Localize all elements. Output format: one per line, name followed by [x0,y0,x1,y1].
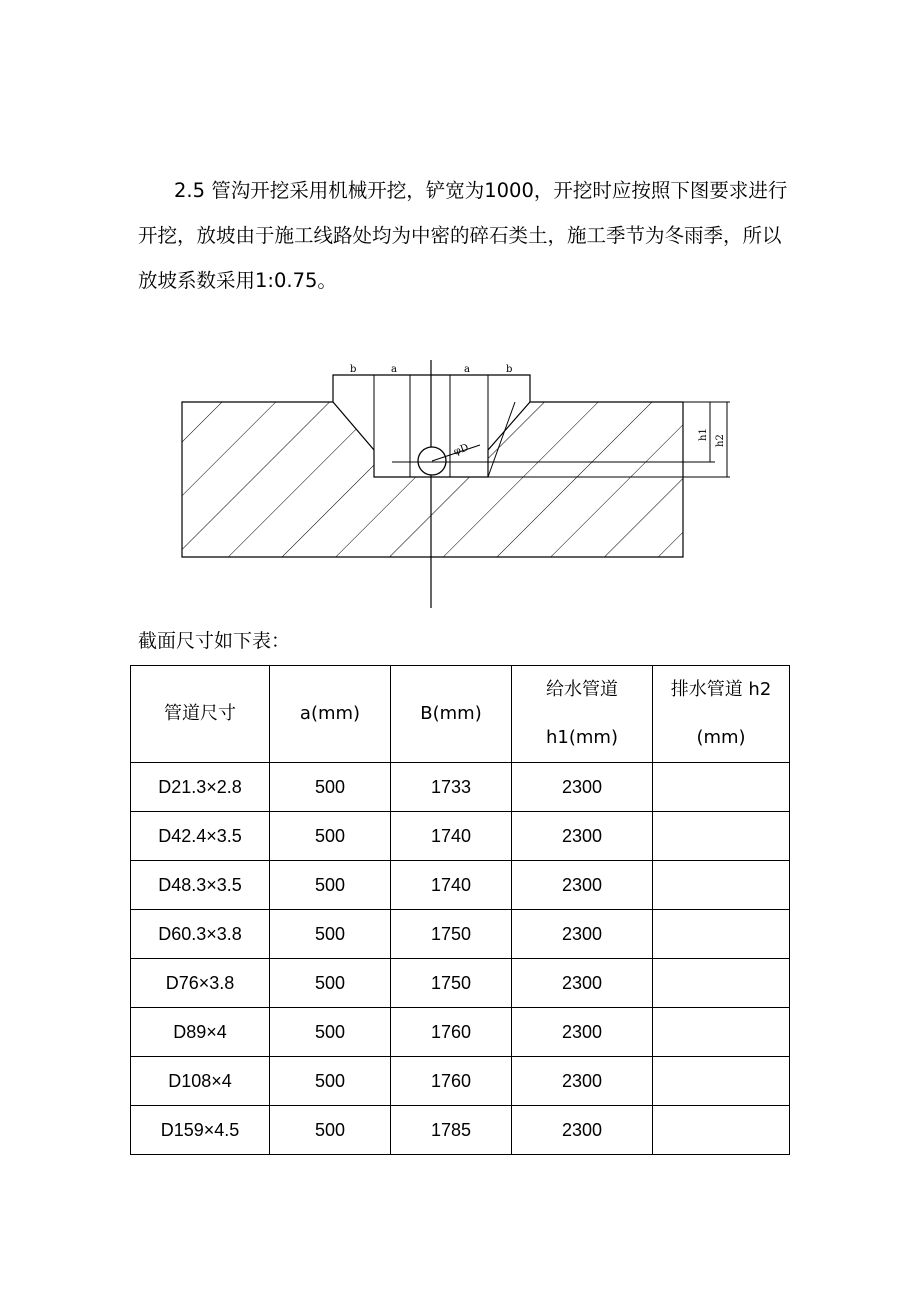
table-header-cell [512,666,653,763]
table-cell: 1740 [391,861,512,910]
trench-diagram [0,355,920,615]
table-cell [653,1008,790,1057]
table-cell: 2300 [512,812,653,861]
table-header-row [131,666,790,763]
table-cell: D48.3×3.5 [131,861,270,910]
table-cell: 2300 [512,861,653,910]
table-cell: 2300 [512,959,653,1008]
table-cell: D60.3×3.8 [131,910,270,959]
header-line: (mm) [696,727,746,748]
soil-hatch [182,402,683,557]
table-cell: 1760 [391,1057,512,1106]
header-line: 排水管道 h2 [670,679,772,700]
header-line: 管道尺寸 [164,703,236,724]
table-cell: 500 [270,1008,391,1057]
table-cell: 500 [270,861,391,910]
table-cell: 1750 [391,910,512,959]
table-cell: 1750 [391,959,512,1008]
label-b-left: b [350,364,357,375]
table-cell: 2300 [512,763,653,812]
header-line: a(mm) [299,703,361,724]
table-cell [653,861,790,910]
table-cell: 500 [270,1057,391,1106]
section-size-table [130,665,790,1155]
table-row [131,959,790,1008]
table-cell: 500 [270,1106,391,1155]
table-cell: D159×4.5 [131,1106,270,1155]
table-cell: 500 [270,763,391,812]
table-cell: D21.3×2.8 [131,763,270,812]
header-line: 给水管道 [546,679,618,700]
table-cell [653,1106,790,1155]
table-cell: 1733 [391,763,512,812]
table-cell: 1760 [391,1008,512,1057]
table-header-cell [270,666,391,763]
table-cell: D42.4×3.5 [131,812,270,861]
table-cell [653,1057,790,1106]
section-paragraph [138,168,788,303]
table-row [131,812,790,861]
table-cell: 2300 [512,910,653,959]
table-cell: D89×4 [131,1008,270,1057]
table-cell: 500 [270,959,391,1008]
table-header-cell [391,666,512,763]
label-a-right: a [464,364,470,375]
table-cell: D108×4 [131,1057,270,1106]
table-cell [653,763,790,812]
table-cell [653,910,790,959]
label-h2: h2 [715,434,726,447]
label-h1: h1 [698,428,709,441]
table-cell: 1740 [391,812,512,861]
table-row [131,910,790,959]
table-cell: 2300 [512,1057,653,1106]
label-a-left: a [391,364,397,375]
label-b-right: b [506,364,513,375]
table-cell: D76×3.8 [131,959,270,1008]
table-cell: 1785 [391,1106,512,1155]
table-row [131,1008,790,1057]
table-cell: 2300 [512,1008,653,1057]
table-cell: 2300 [512,1106,653,1155]
table-row [131,861,790,910]
label-phiD: φD [452,442,471,458]
table-row [131,1106,790,1155]
section-number: 2.5 [174,179,206,202]
table-cell [653,959,790,1008]
table-row [131,1057,790,1106]
table-cell: 500 [270,910,391,959]
header-line: h1(mm) [546,727,618,748]
header-line: B(mm) [420,703,482,724]
paragraph-text: 管沟开挖采用机械开挖，铲宽为1000，开挖时应按照下图要求进行开挖，放坡由于施工线路处均为中密的碎石类土，施工季节为冬雨季，所以放坡系数采用1:0.75。 [138,179,788,292]
table-row [131,763,790,812]
table-header-cell [131,666,270,763]
table-header-cell [653,666,790,763]
table-caption: 截面尺寸如下表： [138,630,291,652]
table-cell: 500 [270,812,391,861]
table-cell [653,812,790,861]
